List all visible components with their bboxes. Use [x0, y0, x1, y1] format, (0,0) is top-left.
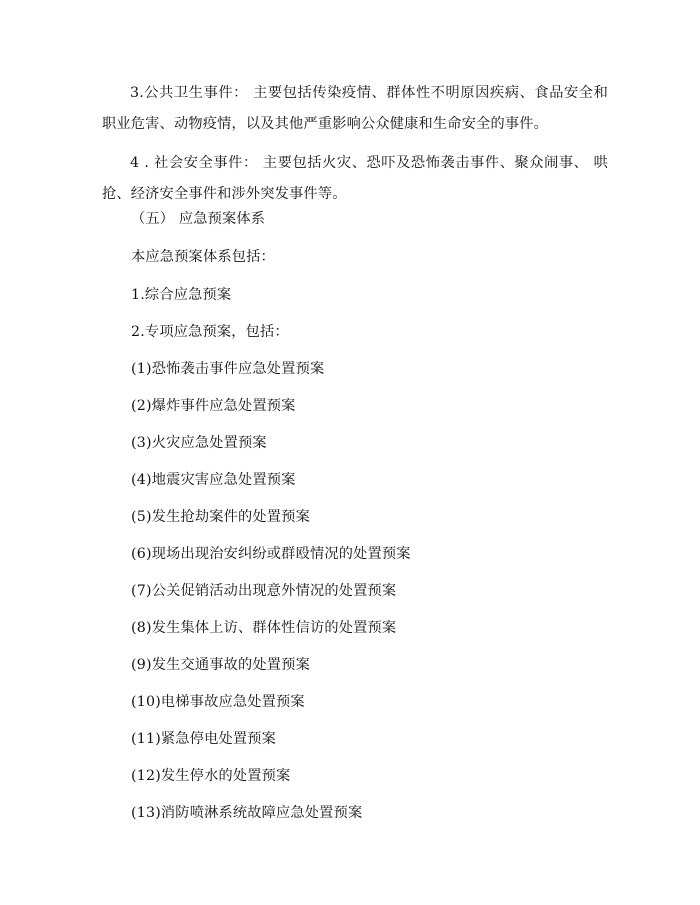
- list-item: (8)发生集体上访、群体性信访的处置预案: [131, 620, 397, 636]
- list-item: (6)现场出现治安纠纷或群殴情况的处置预案: [131, 546, 411, 562]
- list-item: (13)消防喷淋系统故障应急处置预案: [131, 805, 363, 821]
- list-item: 1.综合应急预案: [131, 287, 232, 303]
- list-item: 2.专项应急预案，包括：: [131, 324, 289, 340]
- list-item: (4)地震灾害应急处置预案: [131, 472, 296, 488]
- list-item: (12)发生停水的处置预案: [131, 768, 291, 784]
- list-item: (7)公关促销活动出现意外情况的处置预案: [131, 583, 397, 599]
- list-item: (10)电梯事故应急处置预案: [131, 694, 305, 710]
- list-item: (2)爆炸事件应急处置预案: [131, 398, 296, 414]
- list-item: (11)紧急停电处置预案: [131, 731, 277, 747]
- list-item: (5)发生抢劫案件的处置预案: [131, 509, 310, 525]
- section-heading: （五） 应急预案体系: [131, 211, 266, 227]
- paragraph-social-security: 4 . 社会安全事件： 主要包括火灾、恐吓及恐怖袭击事件、聚众闹事、 哄抢、经济安全事件和涉外突发事件等。: [102, 155, 608, 202]
- list-item: (3)火灾应急处置预案: [131, 435, 267, 451]
- intro-line: 本应急预案体系包括：: [131, 249, 275, 265]
- list-item: (9)发生交通事故的处置预案: [131, 657, 310, 673]
- paragraph-public-health: 3.公共卫生事件： 主要包括传染疫情、群体性不明原因疾病、食品安全和职业危害、动物疫情，以及其他严重影响公众健康和生命安全的事件。: [102, 85, 608, 132]
- list-item: (1)恐怖袭击事件应急处置预案: [131, 361, 325, 377]
